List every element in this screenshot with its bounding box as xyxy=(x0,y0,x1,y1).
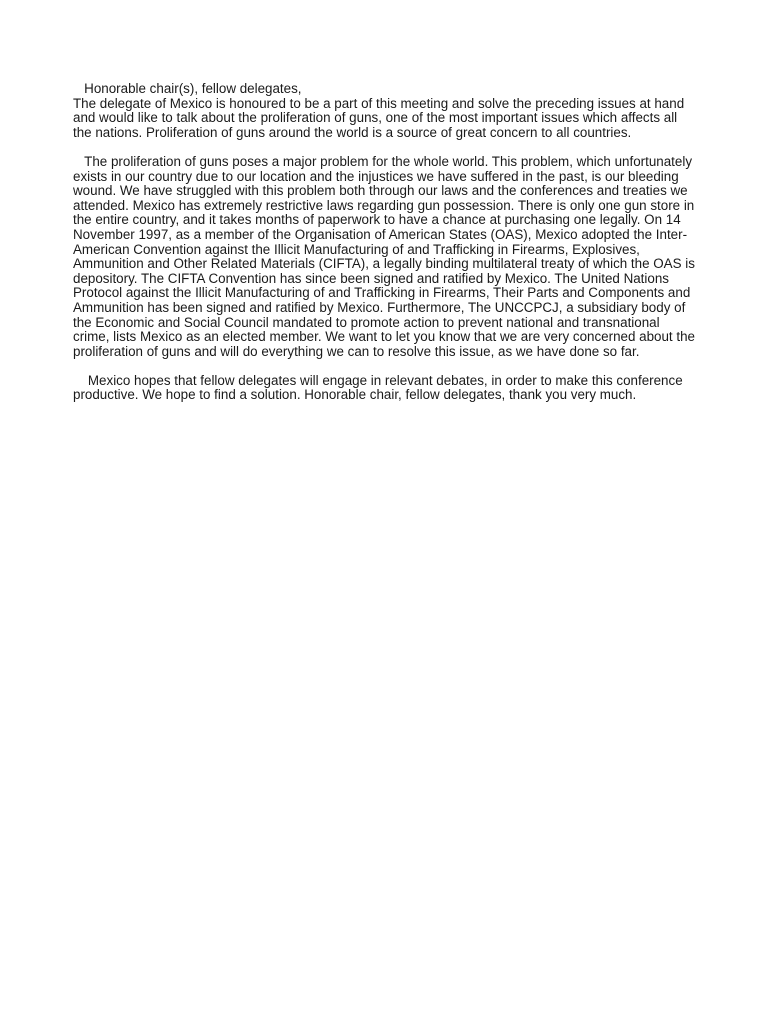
closing-paragraph: Mexico hopes that fellow delegates will engage in relevant debates, in order to make this conference productive. We hope to find a solution. Honorable chair, fellow delegates, thank you very much. xyxy=(73,372,687,403)
speech-body xyxy=(73,82,699,403)
paragraph-spacer xyxy=(73,359,699,374)
opening-paragraph: The delegate of Mexico is honoured to be a part of this meeting and solve the preceding issues at hand and would like to talk about the proliferation of guns, one of the most important issues which affects all the nations. Proliferation of guns around the world is a source of great concern to all countries. xyxy=(73,95,688,140)
body-paragraph: The proliferation of guns poses a major problem for the whole world. This problem, which unfortunately exists in our country due to our location and the injustices we have suffered in the past, is our bleeding wound. We have struggled with this problem both through our laws and the conferences and treaties we attended. Mexico has extremely restrictive laws regarding gun possession. There is only one gun store in the entire country, and it takes months of paperwork to have a chance at purchasing one legally. On 14 November 1997, as a member of the Organisation of American States (OAS), Mexico adopted the Inter-American Convention against the Illicit Manufacturing of and Trafficking in Firearms, Explosives, Ammunition and Other Related Materials (CIFTA), a legally binding multilateral treaty of which the OAS is depository. The CIFTA Convention has since been signed and ratified by Mexico. The United Nations Protocol against the Illicit Manufacturing of and Trafficking in Firearms, Their Parts and Components and Ammunition has been signed and ratified by Mexico. Furthermore, The UNCCPCJ, a subsidiary body of the Economic and Social Council mandated to promote action to prevent national and transnational crime, lists Mexico as an elected member. We want to let you know that we are very concerned about the proliferation of guns and will do everything we can to resolve this issue, as we have done so far. xyxy=(73,153,699,359)
salutation-line: Honorable chair(s), fellow delegates, xyxy=(73,81,302,96)
paragraph-spacer xyxy=(73,140,699,155)
